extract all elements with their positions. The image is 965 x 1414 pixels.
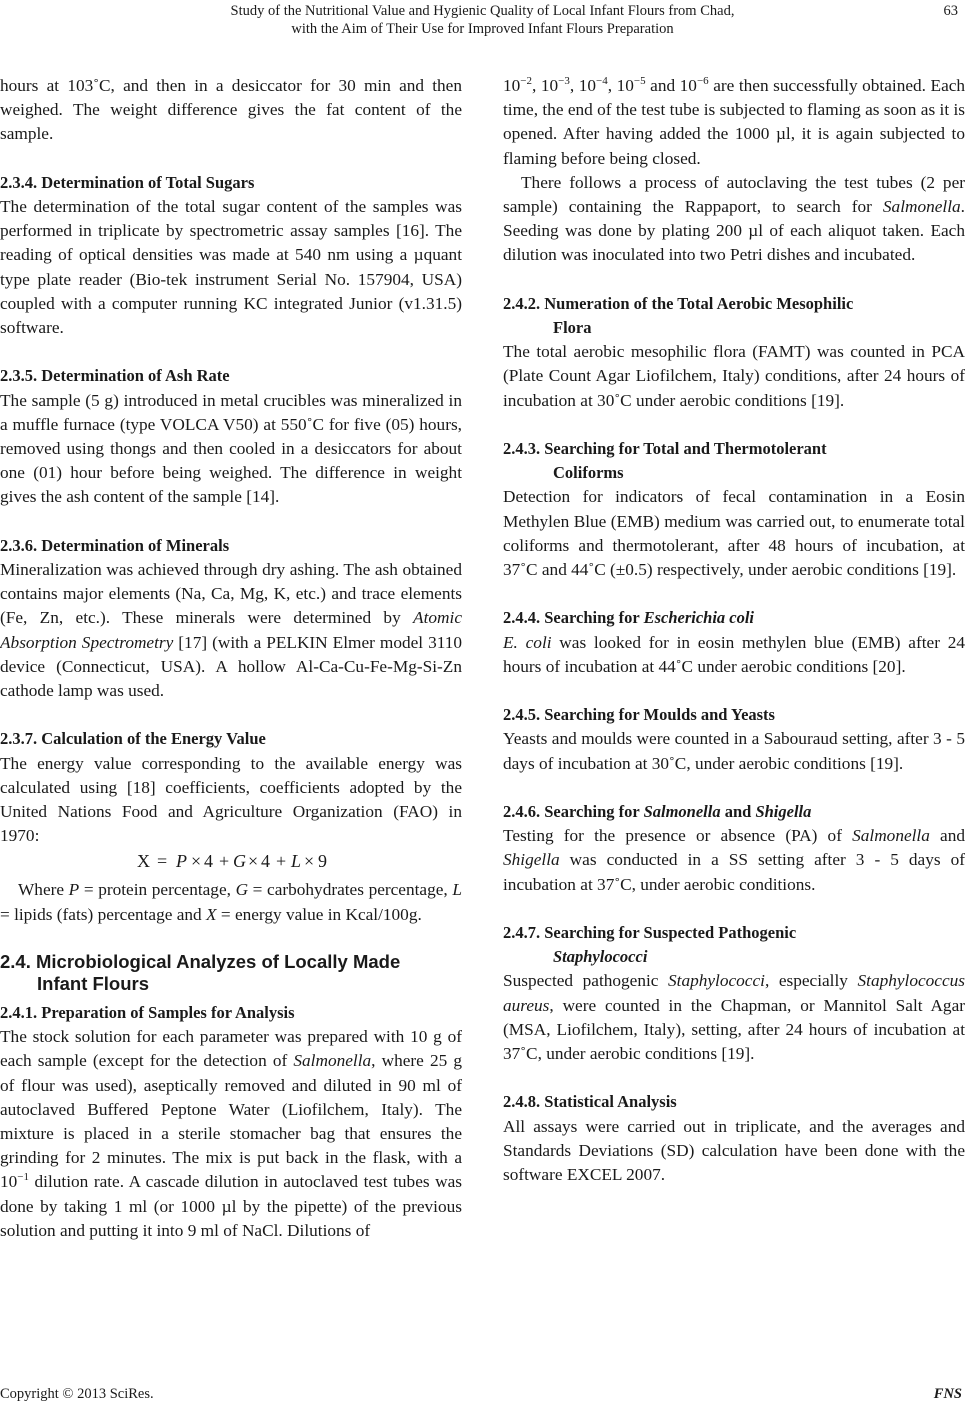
paragraph-minerals: Mineralization was achieved through dry ashing. The ash obtained contains major elements (Na, Ca, Mg, K, etc.) and trace elements (Fe, Zn, etc.). These minerals were determined by Atomic Absorption Spectrometry [17] (with a PELKIN Elmer model 3110 device (Connecticut, USA). A hollow Al-Ca-Cu-Fe-Mg-Si-Zn cathode lamp was used.: [0, 560, 462, 701]
heading-total-sugars: 2.3.4. Determination of Total Sugars: [0, 172, 255, 192]
heading-microbiological-analyzes: 2.4. Microbiological Analyzes of Locally Made Infant Flours: [0, 951, 401, 995]
paragraph-sample-preparation: The stock solution for each parameter was prepared with 10 g of each sample (except for the detection of Salmonella, where 25 g of flour was used), aseptically removed and diluted in 90 ml of autoclaved Buffered Peptone Water (Liofilchem, Italy). The mixture is placed in a sterile stomacher bag that ensures the grinding for 2 minutes. The mix is put back in the flask, with a $10^{-1}$ dilution rate. A cascade dilution in autoclaved test tubes was done by taking 1 ml (or 1000 µl by the pipette) of the previous solution and putting it into 9 ml of NaCl. Dilutions of: [0, 1027, 462, 1240]
header-title-line-2: with the Aim of Their Use for Improved Infant Flours Preparation: [291, 21, 674, 37]
heading-energy-value: 2.3.7. Calculation of the Energy Value: [0, 729, 266, 749]
journal-abbreviation: FNS: [933, 1386, 962, 1402]
paragraph-statistical-analysis: All assays were carried out in triplicate, and the averages and Standards Deviations (SD) calculation have been done with the software EXCEL 2007.: [503, 1116, 965, 1185]
paragraph-coliforms: Detection for indicators of fecal contamination in a Eosin Methylen Blue (EMB) medium was carried out, to enumerate total coliforms and thermotolerant, after 48 hours of incubation, at 37˚C and 44˚C (±0.5) respectively, under aerobic conditions [19].: [503, 487, 965, 580]
paragraph-moulds-yeasts: Yeasts and moulds were counted in a Sabouraud setting, after 3 - 5 days of incubation at 30˚C, under aerobic conditions [19].: [503, 729, 965, 773]
paragraph-salmonella-shigella: Testing for the presence or absence (PA) of Salmonella and Shigella was conducted in a SS setting after 3 - 5 days of incubation at 37˚C, under aerobic conditions.: [503, 826, 965, 894]
paragraph-autoclaving: There follows a process of autoclaving the test tubes (2 per sample) containing the Rappaport, to search for Salmonella. Seeding was done by plating 200 µl of each aliquot taken. Each dilution was inoculated into two Petri dishes and incubated.: [503, 172, 965, 265]
heading-coliforms: 2.4.3. Searching for Total and Thermotolerant Coliforms: [503, 439, 827, 483]
running-header: [0, 2, 965, 42]
left-column: [0, 74, 462, 1243]
paragraph-staphylococci: Suspected pathogenic Staphylococci, especially Staphylococcus aureus, were counted in the Chapman, or Mannitol Salt Agar (MSA, Liofilchem, Italy), setting, after 24 hours of incubation at 37˚C, under aerobic conditions [19].: [503, 971, 965, 1064]
paragraph-total-sugars: The determination of the total sugar content of the samples was performed in triplicate by spectrometric assay samples [16]. The reading of optical densities was made at 540 nm using a µquant type plate reader (Bio-tek instrument Serial No. 157904, USA) coupled with a computer running KC integrated Junior (v1.31.5) software.: [0, 197, 462, 338]
heading-sample-preparation: 2.4.1. Preparation of Samples for Analysis: [0, 1003, 295, 1023]
right-column: [503, 74, 965, 1187]
paragraph-formula-legend: Where P = protein percentage, G = carbohydrates percentage, L = lipids (fats) percentage and X = energy value in Kcal/100g.: [0, 880, 462, 924]
heading-ash-rate: 2.3.5. Determination of Ash Rate: [0, 366, 230, 386]
heading-escherichia-coli: 2.4.4. Searching for Escherichia coli: [503, 608, 755, 628]
paragraph-escherichia-coli: E. coli was looked for in eosin methylen blue (EMB) after 24 hours of incubation at 44˚C under aerobic conditions [20].: [503, 632, 965, 676]
paragraph-dilutions: $10^{-2}$, $10^{-3}$, $10^{-4}$, $10^{-5}$ and $10^{-6}$ are then successfully obtained. Each time, the end of the test tube is subjected to flaming as soon as it is opened. After having added the 1000 µl, it is again subjected to flaming before being closed.: [503, 75, 965, 168]
paragraph-ash-rate: The sample (5 g) introduced in metal crucibles was mineralized in a muffle furnace (type VOLCA V50) at 550˚C for five (05) hours, removed using thongs and then cooled in a desiccators for about one (01) hour before being weighed. The difference in weight gives the ash content of the sample [14].: [0, 390, 462, 507]
paragraph-fat-content: hours at 103˚C, and then in a desiccator for 30 min and then weighed. The weight difference gives the fat content of the sample.: [0, 76, 462, 144]
paragraph-energy-value: The energy value corresponding to the available energy was calculated using [18] coefficients, coefficients adopted by the United Nations Food and Agriculture Organization (FAO) in 1970:: [0, 753, 462, 846]
heading-salmonella-shigella: 2.4.6. Searching for Salmonella and Shigella: [503, 802, 812, 822]
heading-aerobic-mesophilic-flora: 2.4.2. Numeration of the Total Aerobic Mesophilic Flora: [503, 293, 854, 338]
heading-moulds-yeasts: 2.4.5. Searching for Moulds and Yeasts: [503, 705, 775, 725]
paragraph-aerobic-mesophilic-flora: The total aerobic mesophilic flora (FAMT) was counted in PCA (Plate Count Agar Liofilchem, Italy) conditions, after 24 hours of incubation at 30˚C under aerobic conditions [19].: [503, 342, 965, 410]
page-footer: [0, 1386, 965, 1408]
heading-statistical-analysis: 2.4.8. Statistical Analysis: [503, 1092, 677, 1112]
heading-staphylococci: 2.4.7. Searching for Suspected Pathogenic Staphylococci: [503, 923, 797, 967]
header-title-line-1: Study of the Nutritional Value and Hygienic Quality of Local Infant Flours from Chad,: [230, 3, 735, 19]
page-number: 63: [943, 3, 958, 19]
copyright-notice: Copyright © 2013 SciRes.: [0, 1386, 154, 1402]
heading-minerals: 2.3.6. Determination of Minerals: [0, 535, 230, 555]
energy-formula: X = P × 4 + G × 4 + L × 9: [137, 851, 327, 872]
